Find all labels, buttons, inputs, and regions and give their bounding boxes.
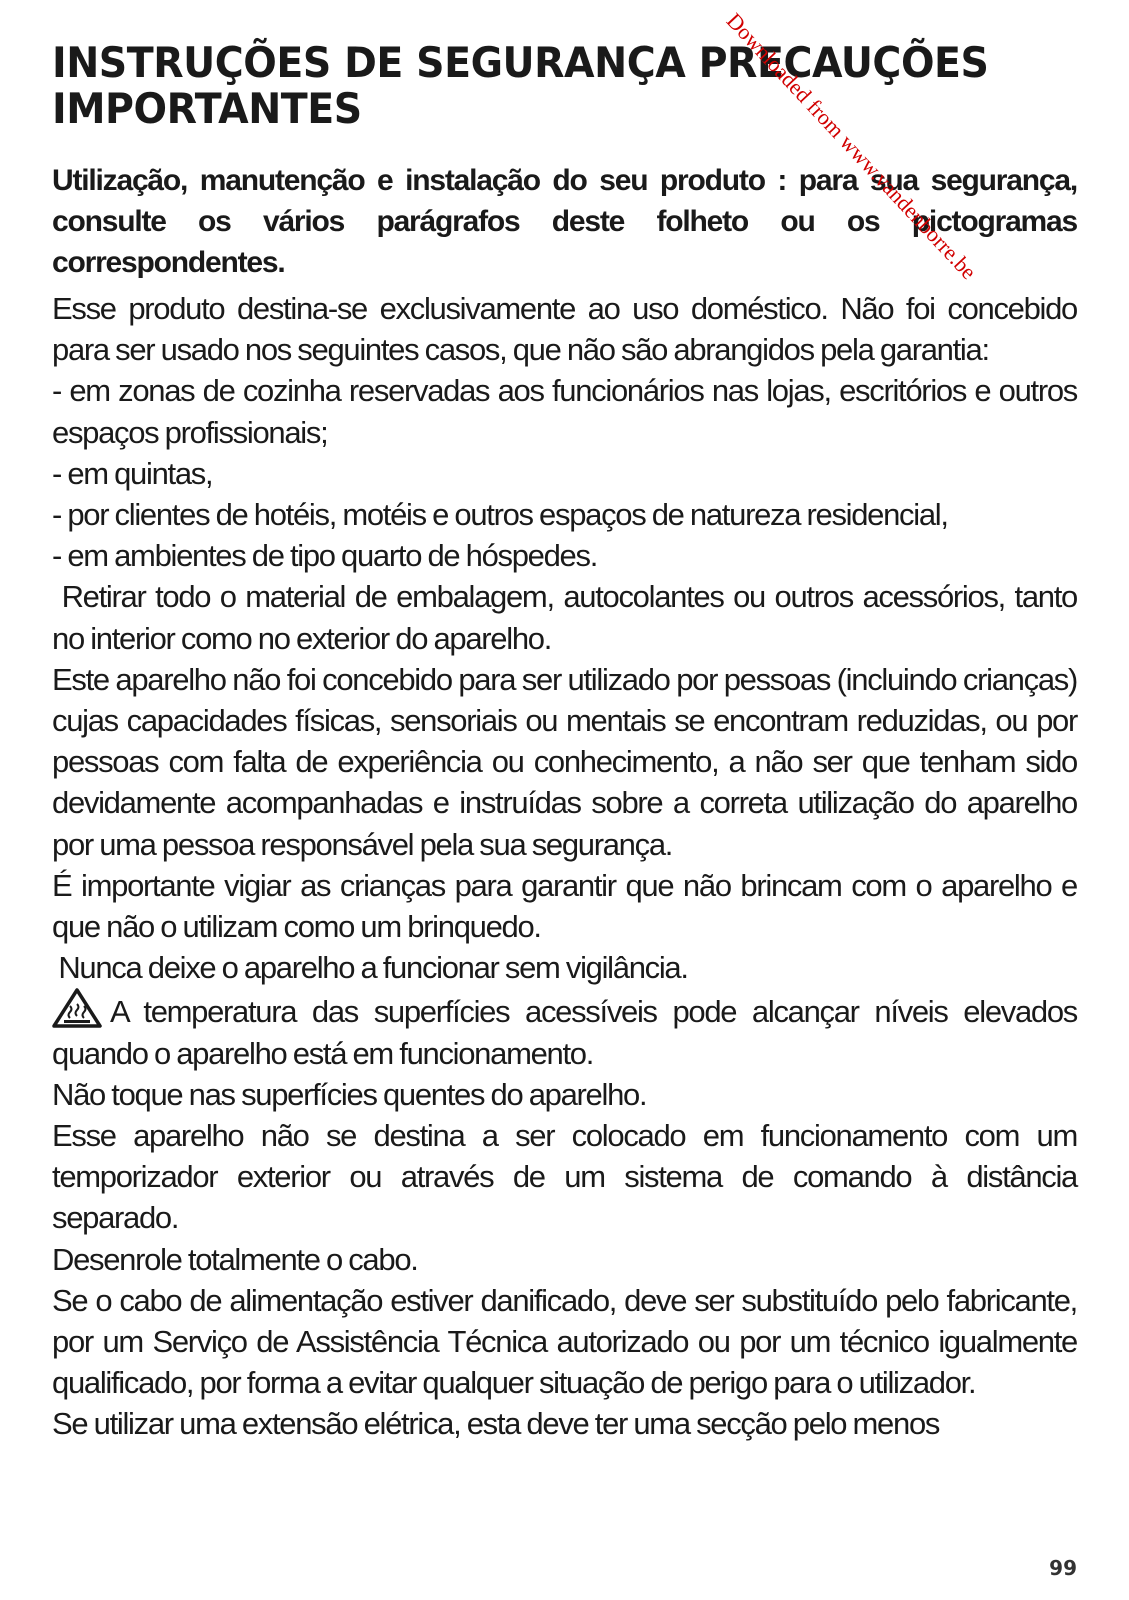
temperature-text: A temperatura das superfícies acessíveis pode alcançar níveis elevados quando o aparelho está em funcionamento. [52, 994, 1077, 1071]
lead-paragraph: Utilização, manutenção e instalação do seu produto : para sua segurança, consulte os vários parágrafos deste folheto ou os pictogramas correspondentes. [52, 164, 1077, 279]
list-item: - em zonas de cozinha reservadas aos funcionários nas lojas, escritórios e outros espaços profissionais; [52, 373, 1077, 450]
body-text [52, 288, 1084, 1445]
page-title: INSTRUÇÕES DE SEGURANÇA PRECAUÇÕES IMPORTANTES [52, 38, 989, 133]
paragraph-packaging: Retirar todo o material de embalagem, autocolantes ou outros acessórios, tanto no interior como no exterior do aparelho. [52, 579, 1084, 656]
list-item: - em ambientes de tipo quarto de hóspedes. [52, 538, 598, 574]
paragraph-persons: Este aparelho não foi concebido para ser utilizado por pessoas (incluindo crianças) cujas capacidades físicas, sensoriais ou mentais se encontram reduzidas, ou por pessoas com falta de experiência ou conhecimento, a não ser que tenham sido devidamente acompanhadas e instruídas sobre a correta utilização do aparelho por uma pessoa responsável pela sua segurança. [52, 661, 1077, 862]
paragraph-damaged-cable: Se o cabo de alimentação estiver danificado, deve ser substituído pelo fabricante, por um Serviço de Assistência Técnica autorizado ou por um técnico igualmente qualificado, por forma a evitar qualquer situação de perigo para o utilizador. [52, 1282, 1077, 1401]
download-watermark: Downloaded from www.vandenborre.be [721, 8, 982, 285]
paragraph-intro: Esse produto destina-se exclusivamente ao uso doméstico. Não foi concebido para ser usado nos seguintes casos, que não são abrangidos pela garantia: [52, 291, 1077, 368]
page-number: 99 [1049, 1556, 1077, 1580]
paragraph-vigilance: Nunca deixe o aparelho a funcionar sem vigilância. [52, 950, 688, 986]
paragraph-hot-surfaces: Não toque nas superfícies quentes do aparelho. [52, 1076, 647, 1112]
paragraph-timer: Esse aparelho não se destina a ser colocado em funcionamento com um temporizador exterior ou através de um sistema de comando à distância separado. [52, 1118, 1077, 1236]
paragraph-temperature [52, 988, 1077, 1073]
list-item: - em quintas, [52, 455, 213, 491]
list-item: - por clientes de hotéis, motéis e outros espaços de natureza residencial, [52, 497, 948, 533]
paragraph-extension: Se utilizar uma extensão elétrica, esta deve ter uma secção pelo menos [52, 1406, 940, 1442]
paragraph-children: É importante vigiar as crianças para garantir que não brincam com o aparelho e que não o utilizam como um brinquedo. [52, 867, 1077, 945]
paragraph-cable: Desenrole totalmente o cabo. [52, 1241, 418, 1277]
hot-surface-warning-icon [52, 988, 102, 1028]
